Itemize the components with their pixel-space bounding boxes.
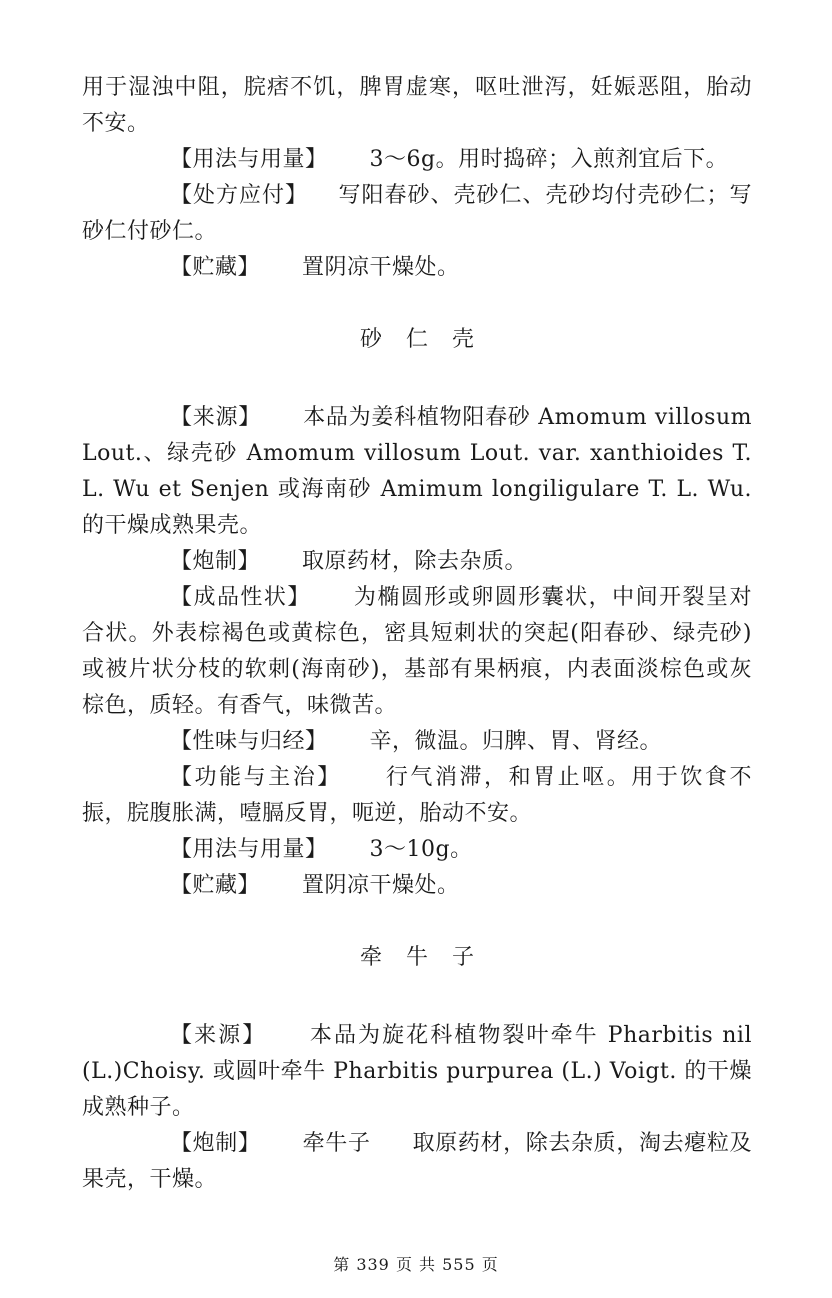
function-text: 行气消滞，和胃止呕。用于饮食不振，脘腹胀满，噎膈反胃，呃逆，胎动不安。 [82, 765, 752, 826]
source-text: 本品为姜科植物阳春砂 Amomum villosum Lout.、绿壳砂 Amomum villosum Lout. var. xanthioides T. L. Wu et Senjen 或海南砂 Amimum longiligulare T. L. Wu. 的干燥成熟果壳。 [82, 405, 752, 538]
source-text: 本品为旋花科植物裂叶牵牛 Pharbitis nil (L.)Choisy. 或圆叶牵牛 Pharbitis purpurea (L.) Voigt. 的干燥成熟种子。 [82, 1023, 752, 1120]
processing-text: 取原药材，除去杂质。 [302, 549, 528, 574]
page-footer: 第 339 页 共 555 页 [333, 1255, 499, 1274]
processing-paragraph [82, 544, 752, 580]
processing-paragraph [82, 1126, 752, 1198]
entry-title: 牵牛子 [359, 945, 498, 970]
usage-label: 【用法与用量】 [170, 837, 328, 862]
source-paragraph [82, 400, 752, 544]
document-body [82, 70, 752, 1198]
storage-label: 【贮藏】 [170, 255, 261, 280]
usage-paragraph [82, 832, 752, 868]
properties-label: 【成品性状】 [170, 585, 311, 610]
source-label: 【来源】 [170, 1023, 267, 1048]
processing-label: 【炮制】 [170, 1131, 261, 1156]
function-paragraph [82, 760, 752, 832]
prescription-text: 写阳春砂、壳砂仁、壳砂均付壳砂仁；写砂仁付砂仁。 [82, 183, 752, 244]
properties-paragraph [82, 580, 752, 724]
prescription-paragraph [82, 178, 752, 250]
nature-paragraph [82, 724, 752, 760]
usage-paragraph [82, 142, 752, 178]
storage-paragraph [82, 868, 752, 904]
usage-text: 3～6g。用时捣碎；入煎剂宜后下。 [369, 147, 729, 172]
entry-title: 砂仁壳 [359, 327, 498, 352]
storage-paragraph [82, 250, 752, 286]
storage-text: 置阴凉干燥处。 [302, 873, 460, 898]
processing-subheading: 牵牛子 [302, 1131, 371, 1156]
nature-text: 辛，微温。归脾、胃、肾经。 [369, 729, 663, 754]
storage-label: 【贮藏】 [170, 873, 261, 898]
storage-text: 置阴凉干燥处。 [302, 255, 460, 280]
usage-text: 3～10g。 [369, 837, 473, 862]
prescription-label: 【处方应付】 [170, 183, 308, 208]
nature-label: 【性味与归经】 [170, 729, 328, 754]
processing-label: 【炮制】 [170, 549, 261, 574]
usage-label: 【用法与用量】 [170, 147, 328, 172]
source-label: 【来源】 [170, 405, 261, 430]
processing-text: 取原药材，除去杂质，淘去瘪粒及果壳，干燥。 [82, 1131, 752, 1192]
source-paragraph [82, 1018, 752, 1126]
function-label: 【功能与主治】 [170, 765, 342, 790]
continuation-paragraph: 用于湿浊中阻，脘痞不饥，脾胃虚寒，呕吐泄泻，妊娠恶阻，胎动不安。 [82, 75, 752, 136]
properties-text: 为椭圆形或卵圆形囊状，中间开裂呈对合状。外表棕褐色或黄棕色，密具短刺状的突起(阳春砂、绿壳砂)或被片状分枝的软刺(海南砂)，基部有果柄痕，内表面淡棕色或灰棕色，质轻。有香气，味微苦。 [82, 585, 752, 718]
